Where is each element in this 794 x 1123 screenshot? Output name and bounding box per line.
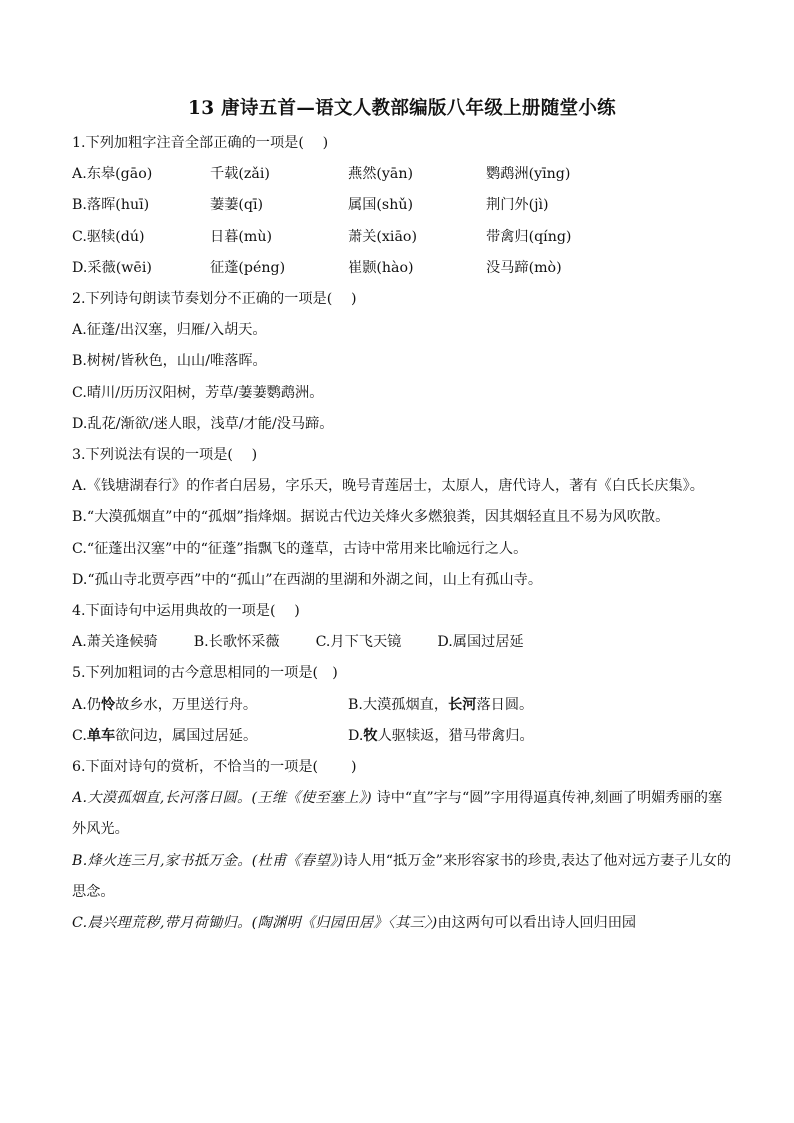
q2-option-c: C.晴川/历历汉阳树，芳草/萋萋鹦鹉洲。 xyxy=(72,384,324,401)
q1-d-1: D.采薇(wēi) xyxy=(72,259,152,276)
q1-d-2: 征蓬(péng) xyxy=(210,259,286,276)
q4-option-a: A.萧关逢候骑 xyxy=(72,634,158,651)
q1-c-2: 日暮(mù) xyxy=(210,228,273,245)
q5-option-a xyxy=(72,690,348,721)
q4-option-b: B.长歌怀采薇 xyxy=(193,634,280,651)
q5-c-text2: 欲问边，属国过居延。 xyxy=(115,727,258,744)
q5-d-text1: D. xyxy=(348,727,364,744)
q1-b-3: 属国(shǔ) xyxy=(348,197,414,214)
q3-option-a: A.《钱塘湖春行》的作者白居易，字乐天，晚号青莲居士，太原人，唐代诗人，著有《白氏长庆集》。 xyxy=(72,478,704,495)
q5-a-text2: 故乡水，万里送行舟。 xyxy=(115,696,258,713)
q1-row-a xyxy=(72,159,732,190)
q3-stem: 3.下列说法有误的一项是( ) xyxy=(72,447,258,464)
q4-stem: 4.下面诗句中运用典故的一项是( ) xyxy=(72,603,300,620)
q5-a-text1: A.仍 xyxy=(72,696,101,713)
q6-c-poem: C.晨兴理荒秽,带月荷锄归。(陶渊明《归园田居》〈其三〉) xyxy=(72,915,438,932)
q5-d-bold: 牧 xyxy=(363,727,378,744)
q1-stem: 1.下列加粗字注音全部正确的一项是( ) xyxy=(72,135,329,151)
q3-option-c: C.“征蓬出汉塞”中的“征蓬”指飘飞的蓬草，古诗中常用来比喻远行之人。 xyxy=(72,540,528,557)
q1-a-4: 鹦鹉洲(yīng) xyxy=(486,166,571,183)
q1-d-4: 没马蹄(mò) xyxy=(486,259,562,276)
q1-row-d xyxy=(72,253,732,284)
q6-a-text: 诗中“直”字与“圆”字用得逼真传神,刻画了明媚秀丽的塞外风光。 xyxy=(72,790,723,838)
q1-c-3: 萧关(xiāo) xyxy=(348,228,417,245)
q5-b-text1: B.大漠孤烟直， xyxy=(348,696,449,713)
q5-c-bold: 单车 xyxy=(86,727,116,744)
q6-option-c xyxy=(72,908,732,939)
q6-b-poem: B.烽火连三月,家书抵万金。(杜甫《春望》) xyxy=(72,852,344,869)
q1-c-4: 带禽归(qíng) xyxy=(486,228,572,245)
q6-option-b xyxy=(72,846,732,908)
q5-option-d xyxy=(348,721,534,752)
q5-b-text2: 落日圆。 xyxy=(476,696,534,713)
q6-c-text: 由这两句可以看出诗人回归田园 xyxy=(437,915,637,932)
q6-b-text: 诗人用“抵万金”来形容家书的珍贵,表达了他对远方妻子儿女的思念。 xyxy=(72,852,732,900)
q1-row-c xyxy=(72,222,732,253)
q5-row-cd xyxy=(72,721,732,752)
q3-option-d: D.“孤山寺北贾亭西”中的“孤山”在西湖的里湖和外湖之间，山上有孤山寺。 xyxy=(72,571,543,588)
q1-a-2: 千载(zǎi) xyxy=(210,166,270,183)
q2-option-b: B.树树/皆秋色，山山/唯落晖。 xyxy=(72,353,267,370)
q5-row-ab xyxy=(72,690,732,721)
q4-option-c: C.月下飞天镜 xyxy=(315,634,402,651)
q1-b-1: B.落晖(huī) xyxy=(72,197,150,214)
q2-option-a: A.征蓬/出汉塞，归雁/入胡天。 xyxy=(72,322,267,339)
q4-options xyxy=(72,627,732,658)
q4-option-d: D.属国过居延 xyxy=(437,634,524,651)
q1-d-3: 崔颢(hào) xyxy=(348,259,414,276)
q5-option-b xyxy=(348,690,533,721)
q5-b-bold: 长河 xyxy=(448,696,477,713)
q6-a-poem: A.大漠孤烟直,长河落日圆。(王维《使至塞上》) xyxy=(72,790,372,807)
q1-row-b xyxy=(72,190,732,221)
page-title: 13 唐诗五首—语文人教部编版八年级上册随堂小练 xyxy=(188,98,616,119)
q6-stem: 6.下面对诗句的赏析，不恰当的一项是( ) xyxy=(72,759,357,776)
q5-option-c xyxy=(72,721,348,752)
worksheet-page xyxy=(72,96,732,939)
q1-b-4: 荆门外(jì) xyxy=(486,197,549,214)
q1-b-2: 萋萋(qī) xyxy=(210,197,264,214)
q5-a-bold: 怜 xyxy=(100,696,116,713)
q1-c-1: C.驱犊(dú) xyxy=(72,228,145,245)
q2-stem: 2.下列诗句朗读节奏划分不正确的一项是( ) xyxy=(72,291,357,308)
q1-a-3: 燕然(yān) xyxy=(348,166,414,183)
q1-a-1: A.东皋(gāo) xyxy=(72,166,153,183)
q5-c-text1: C. xyxy=(72,727,87,744)
q5-d-text2: 人驱犊返，猎马带禽归。 xyxy=(377,727,534,744)
q2-option-d: D.乱花/渐欲/迷人眼，浅草/才能/没马蹄。 xyxy=(72,415,334,432)
q5-stem: 5.下列加粗词的古今意思相同的一项是( ) xyxy=(72,665,338,682)
q6-option-a xyxy=(72,783,732,845)
q3-option-b: B.“大漠孤烟直”中的“孤烟”指烽烟。据说古代边关烽火多燃狼粪，因其烟轻直且不易为风吹散。 xyxy=(72,509,670,526)
